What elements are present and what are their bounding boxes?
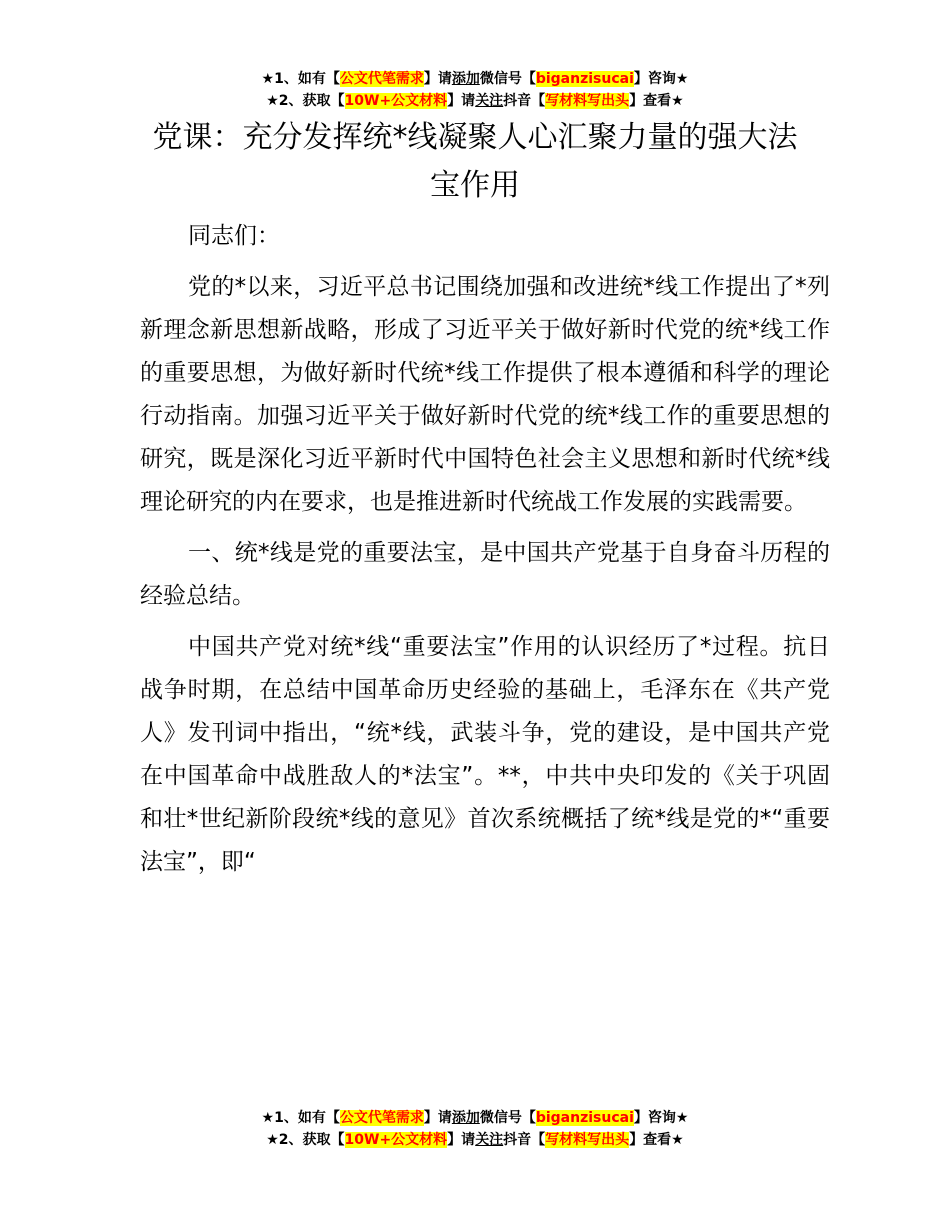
body-paragraph: 党的*以来，习近平总书记围绕加强和改进统*线工作提出了*列新理念新思想新战略，形成了习近平关于做好新时代党的统*线工作的重要思想，为做好新时代统*线工作提供了根本遵循和科学的理论行动指南。加强习近平关于做好新时代党的统*线工作的重要思想的研究，既是深化习近平新时代中国特色社会主义思想和新时代统*线理论研究的内在要求，也是推进新时代统战工作发展的实践需要。: [140, 274, 830, 515]
douyin-id: 写材料写出头: [545, 93, 630, 109]
document-body: [140, 215, 830, 892]
top-promo-banner: [0, 68, 950, 112]
promo-highlight: 公文代笔需求: [339, 1110, 424, 1126]
section-heading: 一、统*线是党的重要法宝，是中国共产党基于自身奋斗历程的经验总结。: [140, 540, 830, 609]
document-title: 党课：充分发挥统*线凝聚人心汇聚力量的强大法宝作用: [152, 120, 798, 203]
wechat-id: biganzisucai: [535, 71, 634, 87]
promo-line-1: ★1、如有【公文代笔需求】请添加微信号【biganzisucai】咨询★: [261, 1110, 689, 1126]
promo-line-2: ★2、获取【10W+公文材料】请关注抖音【写材料写出头】查看★: [266, 93, 684, 109]
body-paragraph: 中国共产党对统*线“重要法宝”作用的认识经历了*过程。抗日战争时期，在总结中国革命历史经验的基础上，毛泽东在《共产党人》发刊词中指出，“统*线，武装斗争，党的建设，是中国共产党在中国革命中战胜敌人的*法宝”。**，中共中央印发的《关于巩固和壮*世纪新阶段统*线的意见》首次系统概括了统*线是党的*“重要法宝”，即“: [140, 634, 830, 875]
promo-highlight: 公文代笔需求: [339, 71, 424, 87]
promo-line-1: ★1、如有【公文代笔需求】请添加微信号【biganzisucai】咨询★: [261, 71, 689, 87]
salutation: 同志们：: [188, 223, 280, 249]
promo-highlight: 10W+公文材料: [344, 93, 448, 109]
promo-highlight: 10W+公文材料: [344, 1132, 448, 1148]
bottom-promo-banner: [0, 1107, 950, 1151]
promo-line-2: ★2、获取【10W+公文材料】请关注抖音【写材料写出头】查看★: [266, 1132, 684, 1148]
douyin-id: 写材料写出头: [545, 1132, 630, 1148]
wechat-id: biganzisucai: [535, 1110, 634, 1126]
